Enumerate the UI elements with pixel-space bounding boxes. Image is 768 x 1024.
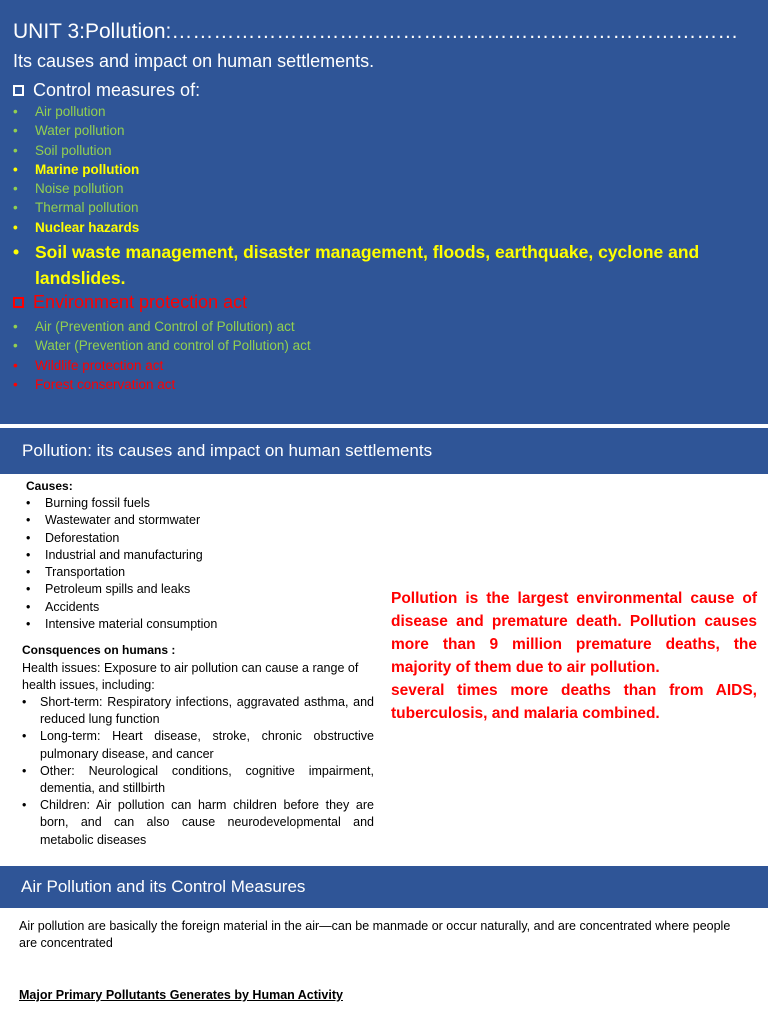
list-item: • Other: Neurological conditions, cognitive impairment, dementia, and stillbirth [22, 763, 374, 797]
slide3-title-bar [0, 866, 768, 908]
checkbox-square-icon [13, 297, 24, 308]
list-item: • Transportation [26, 564, 217, 581]
checkbox-square-icon [13, 85, 24, 96]
highlight-paragraph-1: Pollution is the largest environmental cause of disease and premature death. Pollution causes more than 9 million premature deaths, the majority of them due to air pollution. [391, 590, 757, 676]
list-item: • Nuclear hazards [13, 218, 139, 237]
management-topics-item: • Soil waste management, disaster management, floods, earthquake, cyclone and landslides. [13, 239, 753, 291]
environment-act-heading [13, 292, 247, 313]
control-measures-label: Control measures of: [33, 80, 201, 100]
list-item: • Accidents [26, 599, 217, 616]
consequences-list [22, 694, 374, 849]
list-item: • Air pollution [13, 102, 139, 121]
causes-list [26, 495, 217, 633]
list-item: • Short-term: Respiratory infections, aggravated asthma, and reduced lung function [22, 694, 374, 728]
consequences-heading: Consquences on humans : [22, 643, 176, 657]
environment-act-label: Environment protection act [33, 292, 248, 312]
list-item: • Water (Prevention and control of Pollution) act [13, 336, 311, 355]
slide3-title: Air Pollution and its Control Measures [21, 877, 306, 896]
list-item: • Children: Air pollution can harm children before they are born, and can also cause neurodevelopmental and metabolic diseases [22, 797, 374, 849]
list-item: • Industrial and manufacturing [26, 547, 217, 564]
list-item: • Petroleum spills and leaks [26, 581, 217, 598]
major-pollutants-heading: Major Primary Pollutants Generates by Human Activity [19, 988, 343, 1002]
list-item: • Long-term: Heart disease, stroke, chronic obstructive pulmonary disease, and cancer [22, 728, 374, 762]
list-item: • Water pollution [13, 121, 139, 140]
list-item: • Marine pollution [13, 160, 139, 179]
list-item: • Burning fossil fuels [26, 495, 217, 512]
list-item: • Noise pollution [13, 179, 139, 198]
list-item: • Wastewater and stormwater [26, 512, 217, 529]
air-pollution-definition: Air pollution are basically the foreign material in the air—can be manmade or occur naturally, and are concentrated where people are concentrated [19, 919, 731, 950]
slide2-title-bar [0, 428, 768, 474]
slide2-title: Pollution: its causes and impact on human settlements [22, 441, 433, 460]
highlight-paragraph-2: several times more deaths than from AIDS, tuberculosis, and malaria combined. [391, 682, 757, 722]
consequences-intro: Health issues: Exposure to air pollution can cause a range of health issues, including: [22, 661, 359, 692]
slide-unit3-overview [0, 0, 768, 424]
unit-title: UNIT 3:Pollution:……………………………………………………………………… [13, 20, 739, 43]
list-item: • Intensive material consumption [26, 616, 217, 633]
acts-list [13, 317, 311, 394]
list-item: • Forest conservation act [13, 375, 311, 394]
control-measures-list [13, 102, 139, 237]
pollution-deaths-highlight [391, 587, 757, 725]
unit-subtitle: Its causes and impact on human settlements. [13, 51, 375, 71]
list-item: • Thermal pollution [13, 198, 139, 217]
list-item: • Soil pollution [13, 141, 139, 160]
list-item: • Wildlife protection act [13, 356, 311, 375]
causes-heading: Causes: [26, 479, 73, 493]
control-measures-heading [13, 80, 200, 101]
list-item: • Air (Prevention and Control of Pollution) act [13, 317, 311, 336]
list-item: • Deforestation [26, 530, 217, 547]
